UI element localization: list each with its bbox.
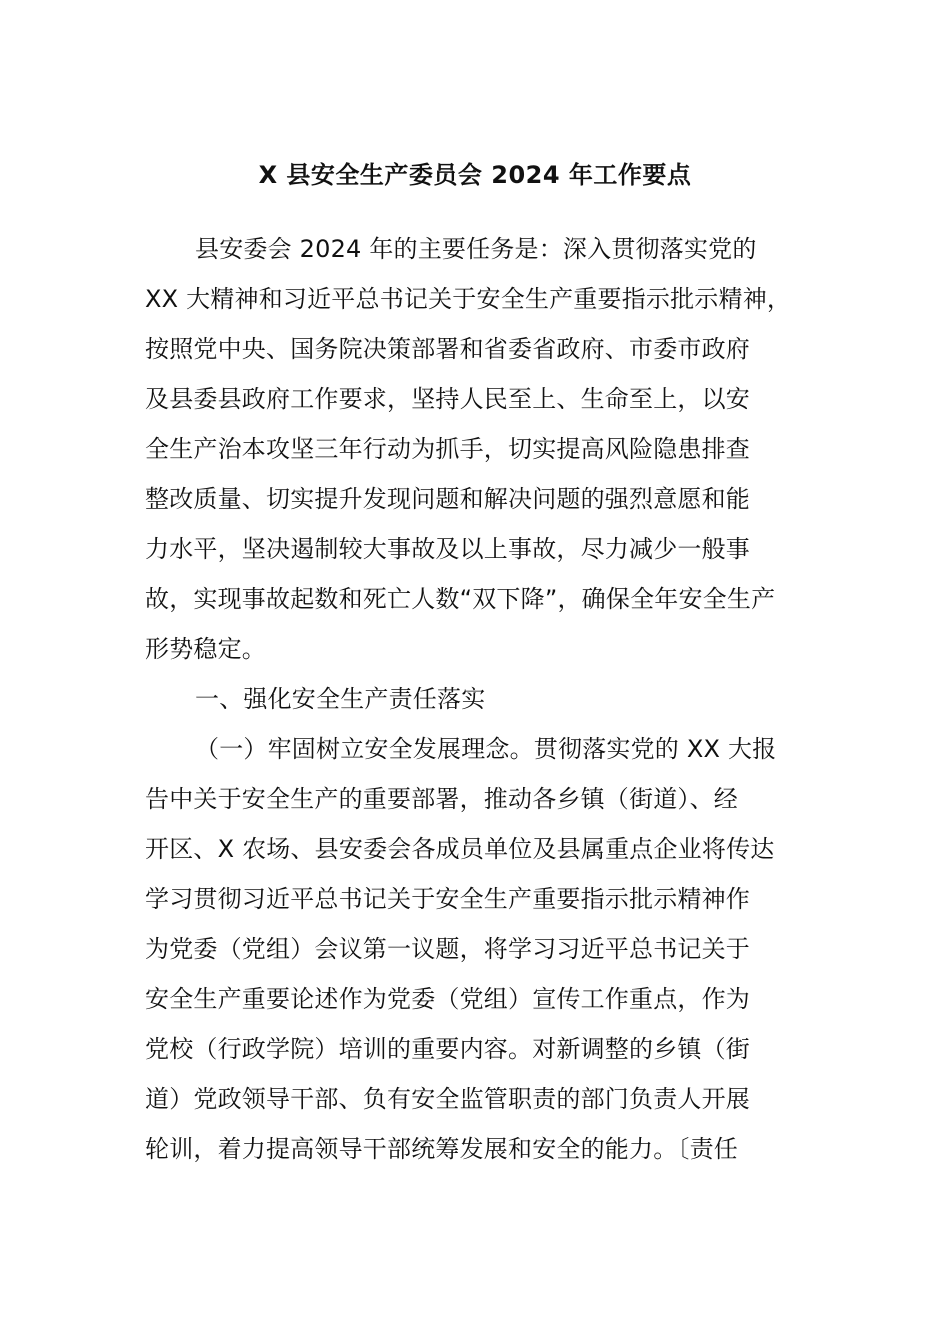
- paragraph-line: 为党委（党组）会议第一议题，将学习习近平总书记关于: [145, 935, 750, 963]
- paragraph-line: 整改质量、切实提升发现问题和解决问题的强烈意愿和能: [145, 485, 750, 513]
- paragraph-line: 开区、X 农场、县安委会各成员单位及县属重点企业将传达: [145, 835, 775, 863]
- paragraph-line: 安全生产重要论述作为党委（党组）宣传工作重点，作为: [145, 985, 750, 1013]
- paragraph-line: 力水平，坚决遏制较大事故及以上事故，尽力减少一般事: [145, 535, 750, 563]
- paragraph-line: XX 大精神和习近平总书记关于安全生产重要指示批示精神，: [145, 285, 792, 313]
- document-title: X 县安全生产委员会 2024 年工作要点: [258, 161, 692, 189]
- paragraph-line: 道）党政领导干部、负有安全监管职责的部门负责人开展: [145, 1085, 750, 1113]
- paragraph-line: 形势稳定。: [145, 635, 266, 663]
- paragraph-line: （一）牢固树立安全发展理念。贯彻落实党的 XX 大报: [195, 735, 777, 763]
- paragraph-line: 轮训，着力提高领导干部统筹发展和安全的能力。〔责任: [145, 1135, 738, 1163]
- section-heading: 一、强化安全生产责任落实: [195, 685, 486, 713]
- paragraph-line: 县安委会 2024 年的主要任务是：深入贯彻落实党的: [195, 235, 757, 263]
- paragraph-line: 党校（行政学院）培训的重要内容。对新调整的乡镇（街: [145, 1035, 750, 1063]
- paragraph-line: 故，实现事故起数和死亡人数“双下降”，确保全年安全生产: [145, 585, 776, 613]
- paragraph-line: 学习贯彻习近平总书记关于安全生产重要指示批示精神作: [145, 885, 750, 913]
- paragraph-line: 全生产治本攻坚三年行动为抓手，切实提高风险隐患排查: [145, 435, 750, 463]
- paragraph-line: 告中关于安全生产的重要部署，推动各乡镇（街道）、经: [145, 785, 738, 813]
- paragraph-line: 及县委县政府工作要求，坚持人民至上、生命至上，以安: [145, 385, 750, 413]
- paragraph-line: 按照党中央、国务院决策部署和省委省政府、市委市政府: [145, 335, 750, 363]
